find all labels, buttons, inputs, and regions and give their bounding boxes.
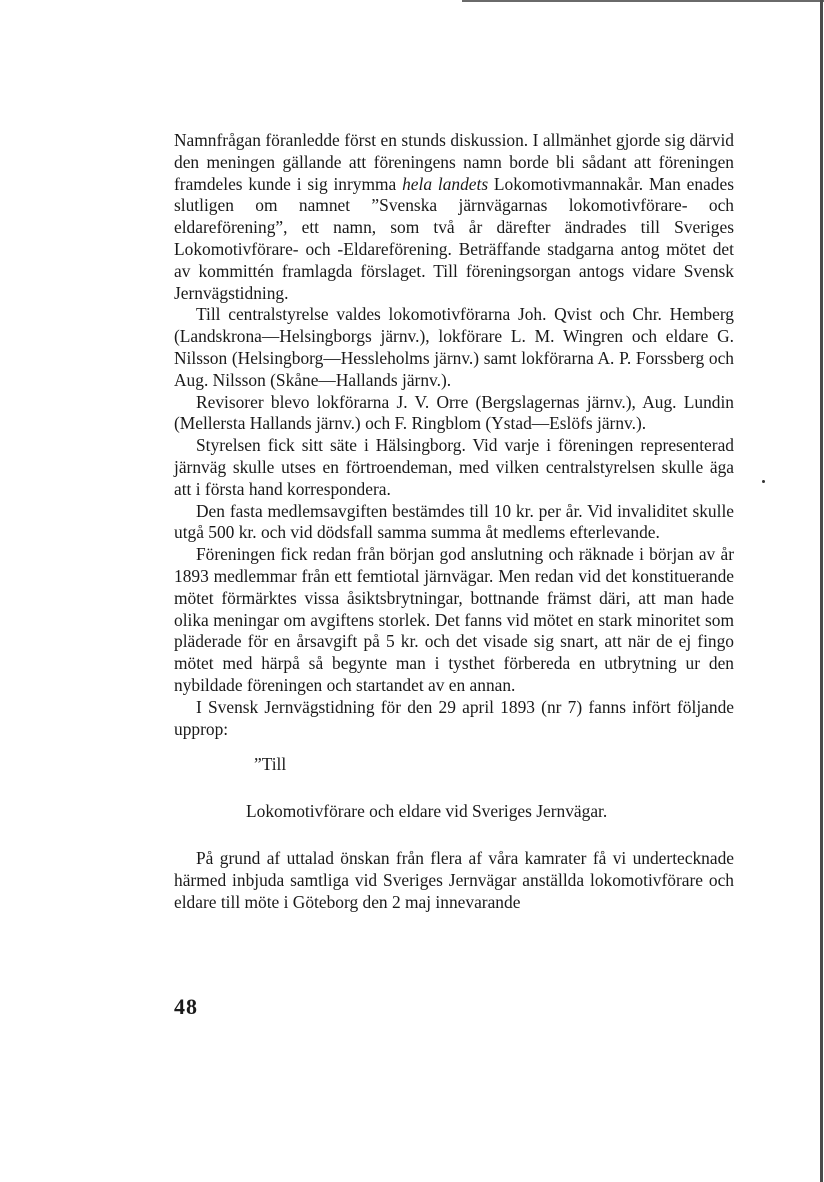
quote-title: Lokomotivförare och eldare vid Sveriges Jernvägar. — [246, 801, 608, 822]
paragraph-text: Namnfrågan föranledde först en stunds diskussion. I allmänhet gjorde sig därvid den meningen gällande att föreningens namn borde bli sådant att föreningen framdeles kunde i sig inrymma — [174, 130, 734, 194]
paragraph-text: Lokomotivmannakår. Man enades slutligen om namnet ”Svenska järnvägarnas lokomotivförare- och eldareförening”, ett namn, som två år därefter ändrades till Sveriges Lokomotivförare- och -Eldareförening. Beträffande stadgarna antog mötet det av kommittén framlagda förslaget. Till föreningsorgan antogs vidare Svensk Jernvägstidning. — [174, 173, 734, 303]
page-text-block — [174, 130, 734, 913]
paragraph-early-growth: Föreningen fick redan från början god anslutning och räknade i början av år 1893 medlemmar från ett femtiotal järnvägar. Men redan vid det konstituerande mötet förmärktes vissa åsiktsbrytningar, bottnande främst däri, att man hade olika meningar om avgiftens storlek. Det fanns vid mötet en stark minoritet som pläderade för en årsavgift på 5 kr. och det visade sig snart, att när de ej fingo mötet med härpå så begynte man i tysthet förbereda en utbrytning ur den nybildade föreningen och startandet av en annan. — [174, 544, 734, 695]
emphasis-text: hela landets — [402, 173, 489, 194]
page-number: 48 — [174, 994, 198, 1019]
paragraph-board-seat: Styrelsen fick sitt säte i Hälsingborg. Vid varje i föreningen representerad järnväg skulle utses en förtroendeman, med vilken centralstyrelsen skulle äga att i första hand korrespondera. — [174, 435, 734, 499]
paragraph-auditors: Revisorer blevo lokförarna J. V. Orre (Bergslagernas järnv.), Aug. Lundin (Mellersta Hallands järnv.) och F. Ringblom (Ystad—Eslöfs järnv.). — [174, 391, 734, 434]
quote-body: På grund af uttalad önskan från flera af våra kamrater få vi undertecknade härmed inbjuda samtliga vid Sveriges Jernvägar anställda lokomotivförare och eldare till möte i Göteborg den 2 maj innevarande — [174, 847, 734, 912]
top-edge-rule — [462, 0, 824, 2]
paragraph-name-question — [174, 130, 734, 304]
quote-opening: ”Till — [254, 754, 287, 775]
paragraph-membership-fee: Den fasta medlemsavgiften bestämdes till 10 kr. per år. Vid invaliditet skulle utgå 500 kr. och vid dödsfall samma summa åt medlems efterlevande. — [174, 500, 734, 543]
paragraph-appeal-intro: I Svensk Jernvägstidning för den 29 april 1893 (nr 7) fanns infört följande upprop: — [174, 696, 734, 739]
print-speck — [762, 480, 765, 483]
right-edge-rule — [820, 0, 823, 1182]
paragraph-central-board: Till centralstyrelse valdes lokomotivförarna Joh. Qvist och Chr. Hemberg (Landskrona—Helsingborgs järnv.), lokförare L. M. Wingren och eldare G. Nilsson (Helsingborg—Hessleholms järnv.) samt lokförarna A. P. Forssberg och Aug. Nilsson (Skåne—Hallands järnv.). — [174, 304, 734, 390]
